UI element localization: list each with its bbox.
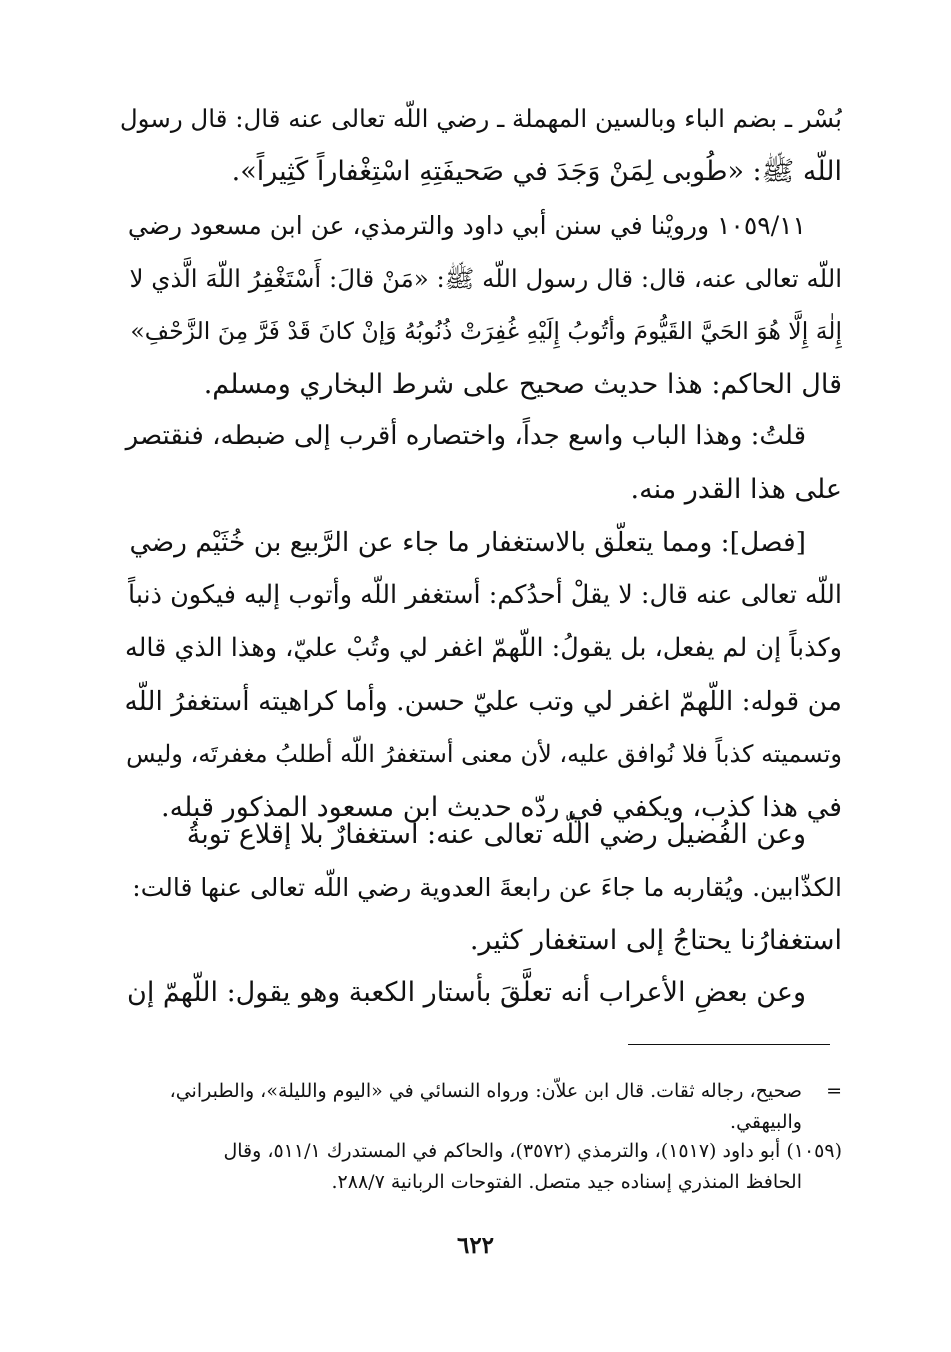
text-line: في هذا كذب، ويكفي في ردّه حديث ابن مسعود المذكور قبله. <box>161 792 842 823</box>
footnote-line: والبيهقي. <box>730 1111 802 1133</box>
page-number: ٦٢٢ <box>456 1232 495 1259</box>
paragraph-hadith-1059 <box>120 199 842 411</box>
footnote-continuation <box>120 1076 842 1138</box>
text-line: اللّه ﷺ: «طُوبى لِمَنْ وَجَدَ في صَحيفَتِهِ اسْتِغْفاراً كَثِيراً». <box>231 156 842 187</box>
text-line: وعن الفُضيل رضي اللّه تعالى عنه: استغفارٌ بلا إقلاع توبةُ <box>186 819 806 850</box>
footnote-line <box>120 1076 842 1107</box>
footnote-line: الحافظ المنذري إسناده جيد متصل. الفتوحات الربانية ٢٨٨/٧. <box>331 1171 802 1193</box>
paragraph-fasl <box>120 516 842 834</box>
paragraph-qultu <box>120 410 842 516</box>
text-line: اللّه تعالى عنه، قال: قال رسول اللّه ﷺ: «مَنْ قالَ: أَسْتَغْفِرُ اللّهَ الَّذي لا <box>129 264 842 293</box>
text-line: استغفارُنا يحتاجُ إلى استغفار كثير. <box>469 925 842 956</box>
text-line: قال الحاكم: هذا حديث صحيح على شرط البخاري ومسلم. <box>203 369 842 400</box>
paragraph-fudayl <box>120 808 842 967</box>
paragraph-arab <box>120 966 842 1019</box>
text-line: وعن بعضِ الأعراب أنه تعلَّقَ بأستار الكعبة وهو يقول: اللّهمّ إن <box>127 977 806 1008</box>
text-line: الكذّابين. ويُقاربه ما جاءَ عن رابعةَ العدوية رضي اللّه تعالى عنها قالت: <box>132 873 842 902</box>
text-line: قلتُ: وهذا الباب واسع جداً، واختصاره أقرب إلى ضبطه، فنقتصر <box>125 421 806 451</box>
text-line: ١٠٥٩/١١ ورويْنا في سنن أبي داود والترمذي، عن ابن مسعود رضي <box>127 211 806 240</box>
text-line: وتسميته كذباً فلا نُوافق عليه، لأن معنى أستغفرُ اللّه أطلبُ مغفرتَه، وليس <box>126 740 842 768</box>
footnote-text: صحيح، رجاله ثقات. قال ابن علاّن: ورواه النسائي في «اليوم والليلة»، والطبراني، <box>169 1080 802 1102</box>
text-line: اللّه تعالى عنه قال: لا يقلْ أحدُكم: أستغفر اللّه وأتوب إليه فيكون ذنباً <box>128 580 842 610</box>
footnote-line: (١٠٥٩) أبو داود (١٥١٧)، والترمذي (٣٥٧٢)، والحاكم في المستدرك ٥١١/١، وقال <box>223 1140 842 1162</box>
text-line: إِلٰهَ إِلَّا هُوَ الحَيَّ القَيُّومَ وأتُوبُ إِلَيْهِ غُفِرَتْ ذُنُوبُهُ وَإنْ كانَ قَدْ فَرَّ مِنَ الزَّحْفِ» <box>130 317 842 345</box>
footnote-separator <box>628 1044 830 1045</box>
footnote-marker: = <box>826 1080 842 1102</box>
text-line: [فصل]: ومما يتعلّق بالاستغفار ما جاء عن الرَّبيع بن خُثَيْم رضي <box>129 527 806 558</box>
text-line: بُسْر ـ بضم الباء وبالسين المهملة ـ رضي اللّه تعالى عنه قال: قال رسول <box>120 104 842 133</box>
text-line: على هذا القدر منه. <box>630 474 842 505</box>
paragraph-bushr-hadith <box>120 92 842 198</box>
footnote-1059 <box>120 1136 842 1198</box>
text-line: وكذباً إن لم يفعل، بل يقولُ: اللّهمّ اغفر لي وتُبْ عليّ، وهذا الذي قاله <box>124 633 842 663</box>
text-line: من قوله: اللّهمّ اغفر لي وتب عليّ حسن. وأما كراهيته أستغفرُ اللّه <box>124 686 842 717</box>
